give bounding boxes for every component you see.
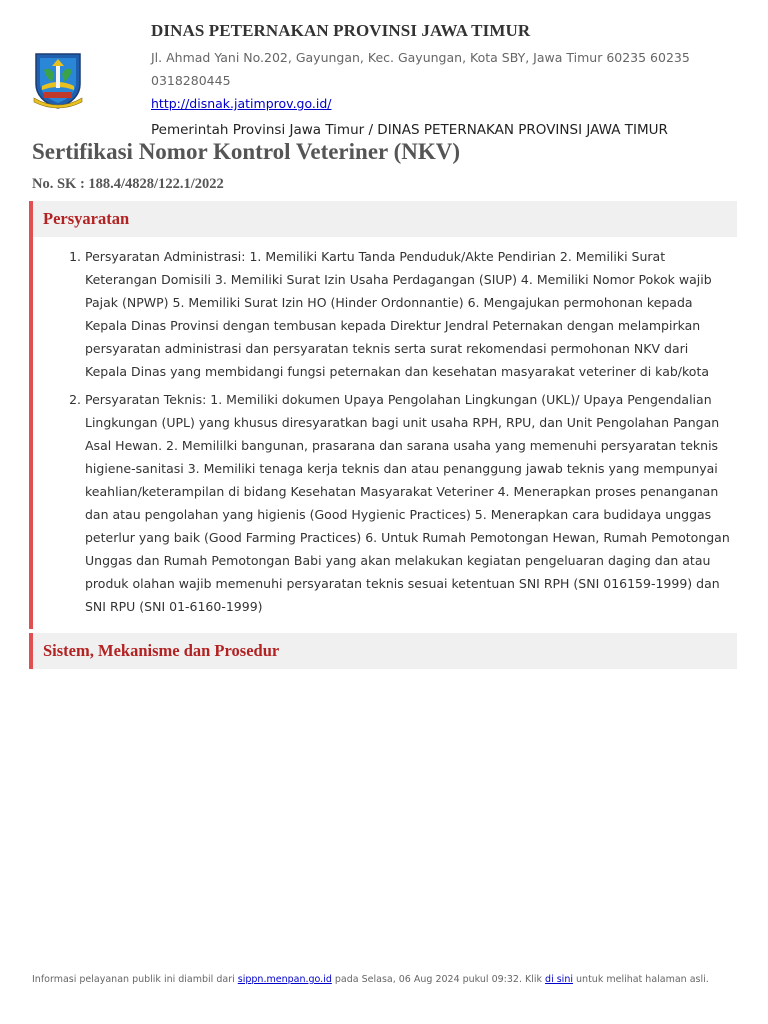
source-link[interactable]: sippn.menpan.go.id — [237, 974, 332, 985]
org-address: Jl. Ahmad Yani No.202, Gayungan, Kec. Gayungan, Kota SBY, Jawa Timur 60235 60235 — [151, 50, 690, 65]
header-text — [151, 20, 741, 140]
footer-prefix: Informasi pelayanan publik ini diambil dari — [32, 974, 235, 985]
section-heading: Persyaratan — [33, 201, 737, 237]
footer-suffix: untuk melihat halaman asli. — [576, 974, 709, 985]
list-item: 2. Persyaratan Teknis: 1. Memiliki dokumen Upaya Pengolahan Lingkungan (UKL)/ Upaya Pengendalian Lingkungan (UPL) yang khusus diresyaratkan bagi unit usaha RPH, RPU, dan Unit Pengolahan Pangan Asal Hewan. 2. Memililki bangunan, prasarana dan sarana usaha yang memenuhi persyaratan teknis higiene-sanitasi 3. Memiliki tenaga kerja teknis dan atau penanggung jawab teknis yang mempunyai keahlian/keterampilan di bidang Kesehatan Masyarakat Veteriner 4. Menerapkan proses penanganan dan atau pengolahan yang higienis (Good Hygienic Practices) 5. Menerapkan cara budidaya unggas peterlur yang baik (Good Farming Practices) 6. Untuk Rumah Pemotongan Hewan, Rumah Pemotongan Unggas dan Rumah Pemotongan Babi yang akan melakukan kegiatan pengeluaran daging dan atau produk olahan wajib memenuhi persyaratan teknis sesuai ketentuan SNI RPH (SNI 016159-1999) dan SNI RPU (SNI 01-6160-1999) — [85, 388, 733, 618]
breadcrumb: Pemerintah Provinsi Jawa Timur / DINAS PETERNAKAN PROVINSI JAWA TIMUR — [151, 122, 668, 138]
sk-number: No. SK : 188.4/4828/122.1/2022 — [32, 176, 224, 192]
org-name: DINAS PETERNAKAN PROVINSI JAWA TIMUR — [151, 21, 531, 40]
footer — [32, 973, 736, 987]
org-website-link[interactable]: http://disnak.jatimprov.go.id/ — [151, 96, 332, 111]
requirements-list — [33, 237, 737, 629]
list-item: 1. Persyaratan Administrasi: 1. Memiliki Kartu Tanda Penduduk/Akte Pendirian 2. Memiliki Surat Keterangan Domisili 3. Memiliki Surat Izin Usaha Perdagangan (SIUP) 4. Memiliki Nomor Pokok wajib Pajak (NPWP) 5. Memiliki Surat Izin HO (Hinder Ordonnantie) 6. Mengajukan permohonan kepada Kepala Dinas Provinsi dengan tembusan kepada Direktur Jendral Peternakan dengan melampirkan persyaratan administrasi dan persyaratan teknis serta surat rekomendasi permohonan NKV dari Kepala Dinas yang membidangi fungsi peternakan dan kesehatan masyarakat veteriner di kab/kota — [85, 245, 733, 383]
section-sistem-mekanisme — [29, 633, 737, 669]
page-title: Sertifikasi Nomor Kontrol Veteriner (NKV) — [32, 139, 461, 164]
original-page-link[interactable]: di sini — [545, 974, 573, 985]
org-phone: 0318280445 — [151, 73, 231, 88]
section-heading: Sistem, Mekanisme dan Prosedur — [33, 633, 737, 669]
footer-middle: pada Selasa, 06 Aug 2024 pukul 09:32. Klik — [334, 974, 543, 985]
section-persyaratan — [29, 201, 737, 629]
east-java-coat-of-arms-icon — [32, 48, 84, 110]
